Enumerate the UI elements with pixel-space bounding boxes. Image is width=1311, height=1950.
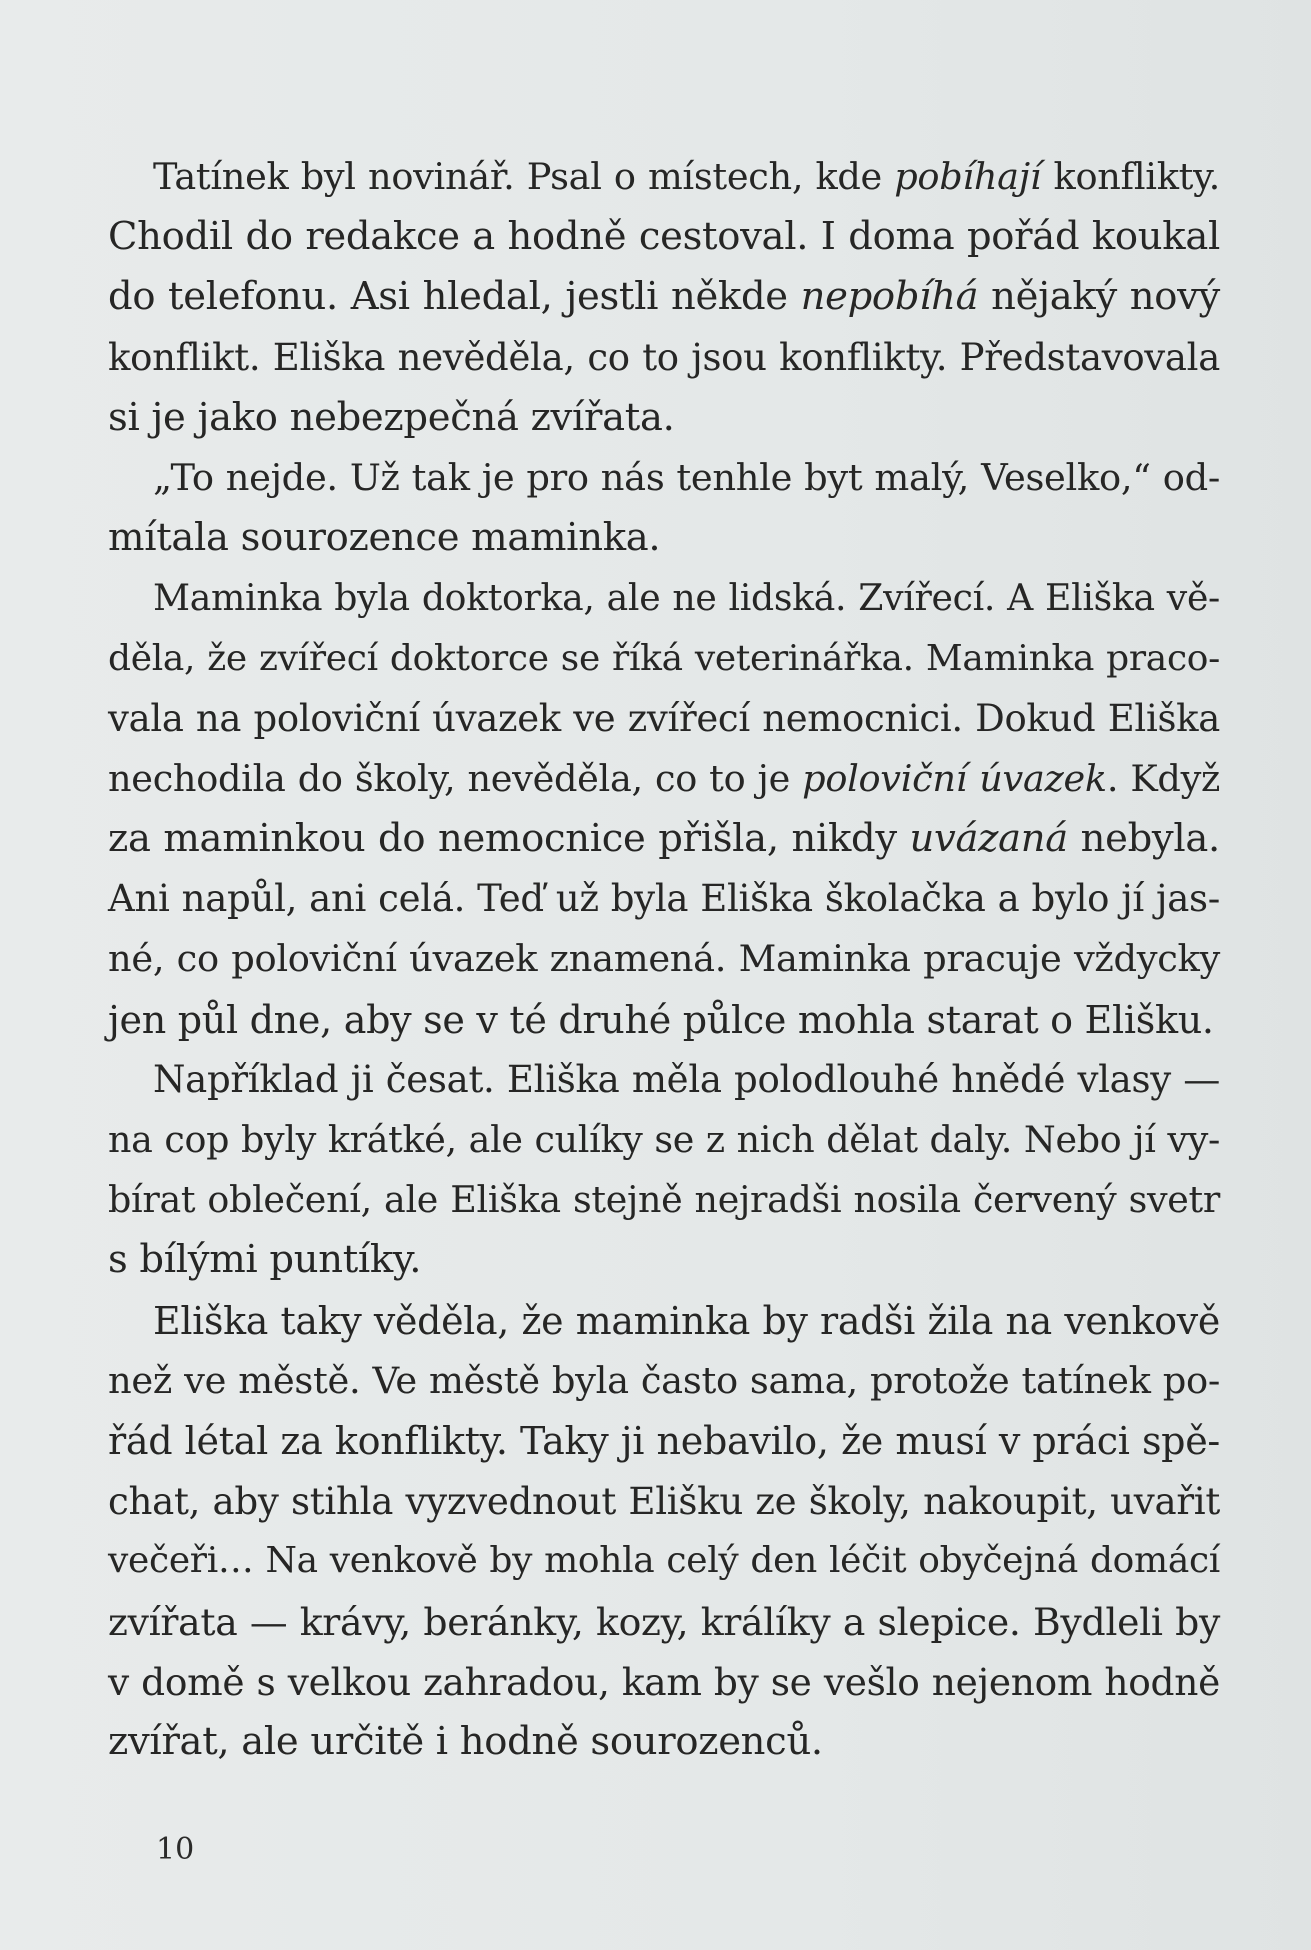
text-segment: né, co poloviční úvazek znamená. Maminka pracuje vždycky xyxy=(108,937,1220,981)
text-segment: za maminkou do nemocnice přišla, nikdy xyxy=(108,816,910,862)
text-segment: Tatínek byl novinář. Psal o místech, kde xyxy=(153,155,895,198)
text-line xyxy=(108,267,1220,327)
text-line xyxy=(108,448,1220,508)
text-line xyxy=(108,328,1220,388)
text-segment: Maminka byla doktorka, ale ne lidská. Zvířecí. A Eliška vě- xyxy=(153,576,1220,620)
text-segment: vala na poloviční úvazek ve zvířecí nemocnici. Dokud Eliška xyxy=(108,696,1220,740)
text-segment: než ve městě. Ve městě byla často sama, protože tatínek po- xyxy=(108,1358,1220,1402)
paragraph xyxy=(108,1291,1220,1773)
paragraph xyxy=(108,147,1220,448)
text-line xyxy=(108,689,1220,749)
text-segment: zvířata — krávy, beránky, kozy, králíky a slepice. Bydleli by xyxy=(108,1599,1220,1644)
paragraph xyxy=(108,1050,1220,1291)
text-segment: do telefonu. Asi hledal, jestli někde xyxy=(108,274,801,320)
text-segment: jen půl dne, aby se v té druhé půlce mohla starat o Elišku. xyxy=(108,997,1214,1042)
text-segment: chat, aby stihla vyzvednout Elišku ze školy, nakoupit, uvařit xyxy=(108,1479,1220,1524)
text-line xyxy=(108,1712,1220,1772)
text-segment: večeři… Na venkově by mohla celý den léčit obyčejná domácí xyxy=(108,1540,1220,1582)
text-line xyxy=(108,508,1220,568)
text-segment: nebyla. xyxy=(1067,816,1220,862)
text-segment: v domě s velkou zahradou, kam by se vešlo nejenom hodně xyxy=(108,1659,1220,1704)
text-segment: mítala sourozence maminka. xyxy=(108,515,661,561)
text-line xyxy=(108,1652,1220,1712)
italic-text: nepobíhá xyxy=(800,274,979,320)
text-line xyxy=(108,388,1220,448)
text-line xyxy=(108,147,1220,207)
text-segment: na cop byly krátké, ale culíky se z nich dělat daly. Nebo jí vy- xyxy=(108,1118,1220,1161)
text-line xyxy=(108,749,1220,809)
text-segment: s bílými puntíky. xyxy=(108,1237,422,1283)
text-line xyxy=(108,1050,1220,1110)
italic-text: uvázaná xyxy=(909,816,1068,862)
text-line xyxy=(108,809,1220,869)
text-line xyxy=(108,929,1220,989)
italic-text: pobíhají xyxy=(894,155,1042,198)
text-line xyxy=(108,869,1220,929)
text-segment: zvířat, ale určitě i hodně sourozenců. xyxy=(108,1718,823,1764)
text-segment: nechodila do školy, nevěděla, co to je xyxy=(108,756,803,800)
text-line xyxy=(108,1471,1220,1531)
text-segment: řád létal za konflikty. Taky ji nebavilo, že musí v práci spě- xyxy=(108,1418,1220,1463)
text-line xyxy=(108,990,1220,1050)
text-line xyxy=(108,1230,1220,1290)
text-segment: bírat oblečení, ale Eliška stejně nejradši nosila červený svetr xyxy=(108,1178,1220,1222)
text-line xyxy=(108,1411,1220,1471)
text-line xyxy=(108,629,1220,689)
text-line xyxy=(108,207,1220,267)
text-line xyxy=(108,1170,1220,1230)
page-number: 10 xyxy=(156,1832,195,1867)
paragraph xyxy=(108,448,1220,568)
text-segment: děla, že zvířecí doktorce se říká veterinářka. Maminka praco- xyxy=(108,637,1220,679)
text-line xyxy=(108,1110,1220,1170)
text-segment: konflikty. xyxy=(1041,155,1220,198)
text-segment: Chodil do redakce a hodně cestoval. I doma pořád koukal xyxy=(108,214,1220,260)
paragraph xyxy=(108,568,1220,1050)
text-segment: „To nejde. Už tak je pro nás tenhle byt malý, Veselko,“ od- xyxy=(153,455,1220,499)
text-line xyxy=(108,1592,1220,1652)
text-segment: . Když xyxy=(1106,756,1221,800)
text-line xyxy=(108,568,1220,628)
text-line xyxy=(108,1351,1220,1411)
text-segment: nějaký nový xyxy=(978,274,1220,320)
text-segment: si je jako nebezpečná zvířata. xyxy=(108,394,675,440)
text-segment: Eliška taky věděla, že maminka by radši žila na venkově xyxy=(153,1298,1220,1343)
text-segment: konflikt. Eliška nevěděla, co to jsou konflikty. Představovala xyxy=(108,335,1220,379)
italic-text: poloviční úvazek xyxy=(802,756,1107,800)
text-line xyxy=(108,1531,1220,1591)
text-segment: Například ji česat. Eliška měla polodlouhé hnědé vlasy — xyxy=(153,1057,1220,1101)
text-segment: Ani napůl, ani celá. Teď už byla Eliška školačka a bylo jí jas- xyxy=(108,877,1220,921)
body-text xyxy=(108,147,1220,1772)
text-line xyxy=(108,1291,1220,1351)
